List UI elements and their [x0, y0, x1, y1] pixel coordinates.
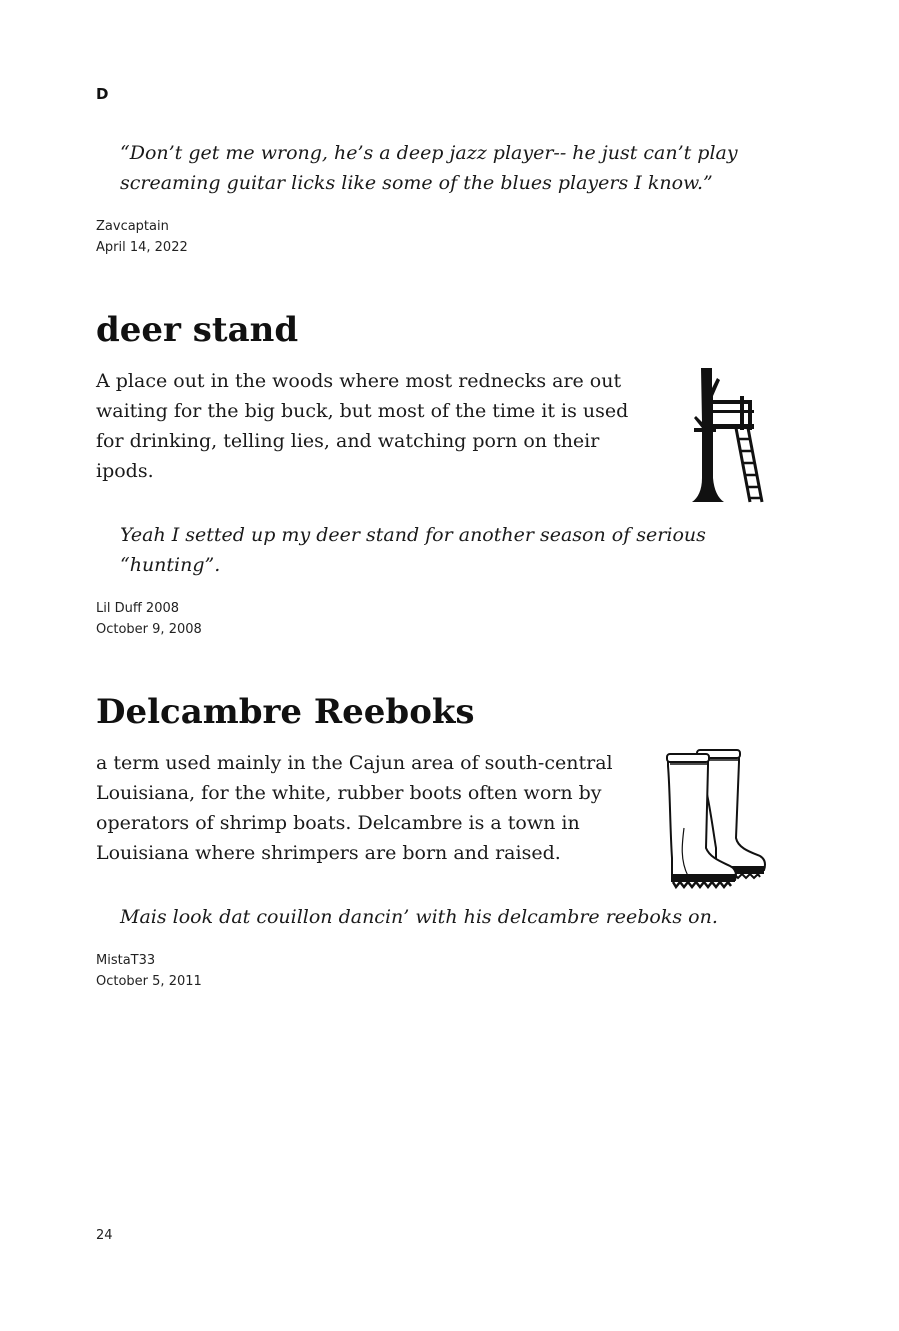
page-number: 24: [96, 1228, 113, 1243]
entry-meta: [96, 950, 202, 992]
entry-date: April 14, 2022: [96, 240, 188, 255]
entry-title: deer stand: [96, 310, 299, 350]
entry-author: Zavcaptain: [96, 219, 169, 234]
entry-definition: A place out in the woods where most rednecks are out waiting for the big buck, but most of the time it is used for drinking, telling lies, and watching porn on their ipods.: [96, 370, 629, 482]
entry-definition: a term used mainly in the Cajun area of south-central Louisiana, for the white, rubber boots often worn by operators of shrimp boats. Delcambre is a town in Louisiana where shrimpers are born and raised.: [96, 752, 613, 864]
dictionary-page: [96, 0, 806, 1331]
entry-meta: [96, 598, 202, 640]
entry-author: Lil Duff 2008: [96, 601, 180, 616]
rubber-boots-icon: [664, 748, 768, 890]
example-quote: “Don’t get me wrong, he’s a deep jazz player-- he just can’t play screaming guitar licks like some of the blues players I know.”: [120, 142, 738, 194]
section-letter: D: [96, 85, 109, 103]
entry-date: October 5, 2011: [96, 974, 202, 989]
entry-date: October 9, 2008: [96, 622, 202, 637]
example-quote: Yeah I setted up my deer stand for another season of serious “hunting”.: [120, 524, 706, 576]
entry-meta: [96, 216, 188, 258]
example-quote: Mais look dat couillon dancin’ with his delcambre reeboks on.: [120, 906, 718, 928]
deer-stand-icon: [690, 366, 770, 506]
entry-author: MistaT33: [96, 953, 156, 968]
entry-title: Delcambre Reeboks: [96, 692, 475, 732]
